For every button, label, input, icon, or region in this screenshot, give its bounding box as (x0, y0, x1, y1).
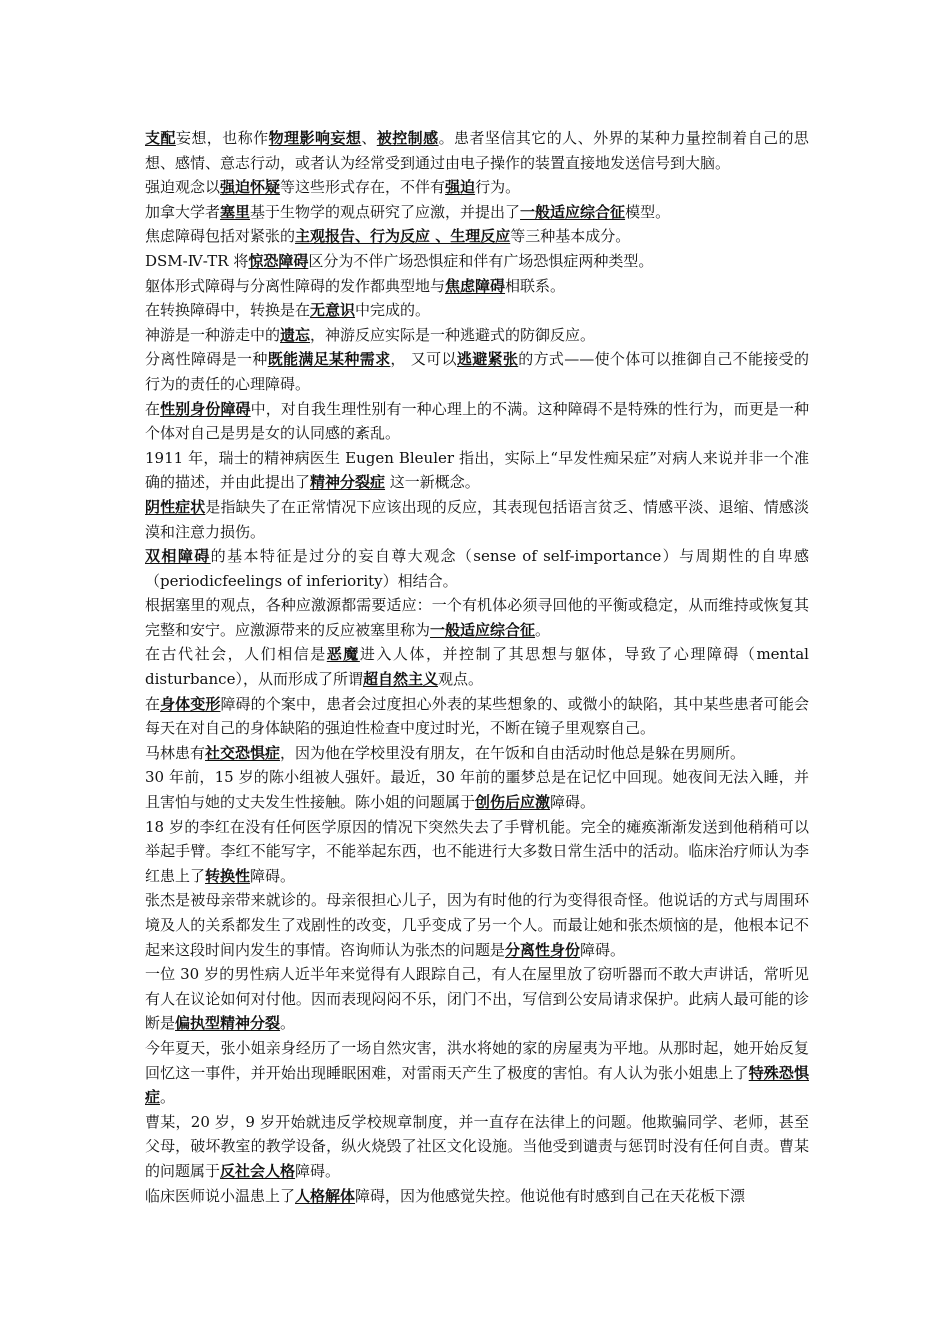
paragraph-text: 曹某，20 岁，9 岁开始就违反学校规章制度，并一直存在法律上的问题。他欺骗同学、老师，甚至父母，破坏教室的教学设备，纵火烧毁了社区文化设施。当他受到谴责与惩罚时没有任何自责。曹某的问题属于 (145, 1112, 809, 1180)
paragraph (145, 274, 809, 299)
paragraph-text: 分离性障碍是一种 (145, 350, 268, 369)
paragraph-text: 的方式——使个体可以推御自己不能接受的行为的责任的心理障碍。 (145, 350, 809, 393)
paragraph (145, 642, 809, 691)
key-term: 双相障碍 (145, 547, 211, 566)
document-body (145, 126, 809, 1208)
paragraph-text: 。 (280, 1014, 296, 1033)
paragraph-text: 焦虑障碍包括对紧张的 (145, 227, 296, 246)
key-term: 特殊恐惧症 (145, 1063, 809, 1107)
paragraph-text: 强迫观念以 (145, 178, 221, 197)
key-term: 焦虑障碍 (445, 276, 506, 295)
paragraph (145, 249, 809, 274)
key-term: 恶魔 (326, 645, 360, 664)
paragraph (145, 126, 809, 175)
key-term: 偏执型精神分裂 (175, 1014, 281, 1033)
paragraph-text: ， 又可以 (390, 350, 457, 369)
paragraph-text: 中完成的。 (355, 301, 431, 320)
paragraph-text: 马林患有 (145, 743, 206, 762)
paragraph-text: 一位 30 岁的男性病人近半年来觉得有人跟踪自己，有人在屋里放了窃听器而不敢大声讲话，常听见有人在议论如何对付他。因而表现闷闷不乐，闭门不出，写信到公安局请求保护。此病人最可能的诊断是 (145, 965, 809, 1033)
paragraph-text: 、 (361, 129, 377, 147)
key-term: 身体变形 (160, 694, 221, 713)
paragraph-text: 的基本特征是过分的妄自尊大观念（sense of self-importance）与周期性的自卑感（periodicfeelings of inferiority）相结合。 (145, 547, 809, 590)
paragraph-text: 在古代社会，人们相信是 (145, 645, 327, 664)
key-term: 逃避紧张 (456, 350, 519, 369)
paragraph-text: 临床医师说小温患上了 (145, 1186, 296, 1205)
paragraph-text: 障碍的个案中，患者会过度担心外表的某些想象的、或微小的缺陷，其中某些患者可能会每天在对自己的身体缺陷的强迫性检查中度过时光，不断在镜子里观察自己。 (145, 694, 809, 738)
paragraph-text: 障碍。 (580, 940, 626, 959)
key-term: 强迫怀疑 (220, 178, 281, 197)
paragraph (145, 962, 809, 1036)
key-term: 反社会人格 (220, 1161, 296, 1180)
paragraph-text: 在 (145, 399, 161, 418)
paragraph-text: 是指缺失了在正常情况下应该出现的反应，其表现包括语言贫乏、情感平淡、退缩、情感淡漠和注意力损伤。 (145, 497, 809, 541)
paragraph-text: 进入人体，并控制了其思想与躯体，导致了心理障碍（mental disturbance），从而形成了所谓 (145, 645, 809, 689)
paragraph-text: 基于生物学的观点研究了应激，并提出了 (250, 202, 521, 221)
key-term: 创伤后应激 (475, 793, 551, 812)
key-term: 阴性症状 (145, 497, 206, 516)
key-term: 精神分裂症 (310, 473, 386, 492)
paragraph-text: 今年夏天，张小姐亲身经历了一场自然灾害，洪水将她的家的房屋夷为平地。从那时起，她开始反复回忆这一事件，并开始出现睡眠困难，对雷雨天产生了极度的害怕。有人认为张小姐患上了 (145, 1038, 809, 1082)
paragraph-text: 张杰是被母亲带来就诊的。母亲很担心儿子，因为有时他的行为变得很奇怪。他说话的方式与周围环境及人的关系都发生了戏剧性的改变，几乎变成了另一个人。而最让她和张杰烦恼的是，他根本记不起来这段时间内发生的事情。咨询师认为张杰的问题是 (145, 891, 809, 959)
paragraph-text: 区分为不伴广场恐惧症和伴有广场恐惧症两种类型。 (308, 251, 654, 270)
key-term: 强迫 (445, 178, 476, 197)
paragraph (145, 175, 809, 200)
paragraph-text: 在 (145, 694, 161, 713)
paragraph (145, 741, 809, 766)
key-term: 一般适应综合征 (430, 620, 536, 639)
paragraph-text: 根据塞里的观点，各种应激源都需要适应：一个有机体必须寻回他的平衡或稳定，从而维持或恢复其完整和安宁。应激源带来的反应被塞里称为 (145, 596, 809, 639)
key-term: 一般适应综合征 (520, 202, 626, 221)
paragraph-text: 神游是一种游走中的 (145, 325, 281, 344)
paragraph-text: 障碍。 (295, 1161, 341, 1180)
key-term: 既能满足某种需求 (267, 350, 391, 369)
paragraph (145, 347, 809, 396)
paragraph (145, 397, 809, 446)
paragraph-text: 。 (160, 1088, 176, 1107)
paragraph-text: 30 年前，15 岁的陈小组被人强奸。最近，30 年前的噩梦总是在记忆中回现。她夜间无法入睡，并且害怕与她的丈夫发生性接触。陈小姐的问题属于 (145, 768, 809, 812)
paragraph-text: 障碍。 (250, 866, 296, 885)
paragraph (145, 495, 809, 544)
paragraph (145, 1184, 809, 1209)
paragraph-text: ，神游反应实际是一种逃避式的防御反应。 (310, 325, 596, 344)
key-term: 转换性 (205, 866, 251, 885)
paragraph-text: DSM-Ⅳ-TR 将 (145, 251, 249, 270)
paragraph-text: 在转换障碍中，转换是在 (145, 301, 311, 320)
paragraph-text: 行为。 (475, 178, 521, 197)
paragraph-text: 1911 年，瑞士的精神病医生 Eugen Bleuler 指出，实际上“早发性痴呆症”对病人来说并非一个准确的描述，并由此提出了 (145, 448, 809, 492)
paragraph-text: 18 岁的李红在没有任何医学原因的情况下突然失去了手臂机能。完全的瘫痪渐渐发送到他稍稍可以举起手臂。李红不能写字，不能举起东西，也不能进行大多数日常生活中的活动。临床治疗师认为李红患上了 (145, 817, 809, 885)
key-term: 主观报告、行为反应 、生理反应 (295, 227, 511, 246)
paragraph (145, 298, 809, 323)
paragraph (145, 1036, 809, 1110)
paragraph (145, 544, 809, 593)
paragraph-text: 。 (535, 620, 551, 639)
key-term: 无意识 (310, 301, 356, 320)
paragraph (145, 888, 809, 962)
paragraph-text: 躯体形式障碍与分离性障碍的发作都典型地与 (145, 276, 446, 295)
key-term: 塞里 (220, 202, 251, 221)
key-term: 支配 (145, 129, 176, 147)
paragraph (145, 692, 809, 741)
paragraph-text: 模型。 (625, 202, 671, 221)
paragraph-text: 观点。 (437, 670, 483, 689)
paragraph (145, 815, 809, 889)
paragraph-text: ，因为他在学校里没有朋友，在午饭和自由活动时他总是躲在男厕所。 (280, 743, 746, 762)
paragraph (145, 446, 809, 495)
key-term: 超自然主义 (362, 670, 438, 689)
paragraph-text: 障碍。 (550, 793, 596, 812)
key-term: 被控制感 (376, 129, 439, 147)
paragraph (145, 224, 809, 249)
paragraph-text: 等三种基本成分。 (510, 227, 631, 246)
paragraph-text: 障碍，因为他感觉失控。他说他有时感到自己在天花板下漂 (355, 1186, 746, 1205)
paragraph (145, 200, 809, 225)
key-term: 分离性身份 (505, 940, 581, 959)
paragraph-text: 加拿大学者 (145, 202, 221, 221)
paragraph-text: 妄想，也称作 (175, 129, 269, 147)
paragraph (145, 1110, 809, 1184)
paragraph (145, 323, 809, 348)
paragraph (145, 765, 809, 814)
paragraph-text: 相联系。 (505, 276, 566, 295)
key-term: 遗忘 (280, 325, 311, 344)
paragraph-text: 等这些形式存在，不伴有 (280, 178, 446, 197)
paragraph-text: 这一新概念。 (385, 473, 480, 492)
paragraph (145, 593, 809, 642)
key-term: 物理影响妄想 (268, 129, 362, 147)
key-term: 惊恐障碍 (248, 251, 309, 270)
key-term: 性别身份障碍 (160, 399, 251, 418)
key-term: 人格解体 (295, 1186, 356, 1205)
key-term: 社交恐惧症 (205, 743, 281, 762)
paragraph-text: 。患者坚信其它的人、外界的某种力量控制着自己的思想、感情、意志行动，或者认为经常受到通过由电子操作的装置直接地发送信号到大脑。 (145, 129, 809, 172)
paragraph-text: 中，对自我生理性别有一种心理上的不满。这种障碍不是特殊的性行为，而更是一种个体对自己是男是女的认同感的紊乱。 (145, 399, 809, 443)
